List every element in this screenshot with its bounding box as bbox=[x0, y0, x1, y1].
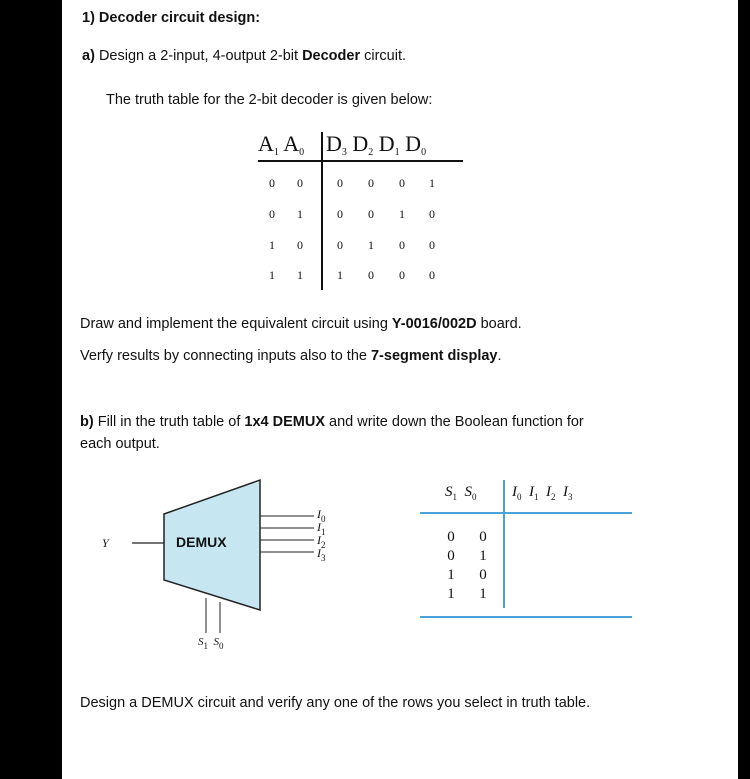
dec-cell: 0 bbox=[337, 207, 343, 221]
part-a-statement bbox=[82, 46, 406, 66]
dec-cell: 0 bbox=[297, 176, 303, 190]
demux-select-headers bbox=[445, 484, 477, 501]
dec-cell: 0 bbox=[368, 268, 374, 282]
header-s0: $S_0$ bbox=[464, 484, 477, 502]
output-label-i3: $I_3$ bbox=[317, 546, 326, 563]
demux-output-labels bbox=[317, 507, 326, 563]
board-name: Y-0016/002D bbox=[391, 316, 477, 332]
decoder-divider bbox=[321, 132, 323, 290]
dec-cell: 1 bbox=[368, 238, 374, 252]
decoder-header-rule bbox=[258, 160, 463, 162]
question-title bbox=[82, 8, 260, 28]
decoder-output-headers bbox=[326, 130, 426, 163]
demux-block-label: DEMUX bbox=[176, 534, 227, 550]
part-a-label: a) bbox=[82, 48, 95, 64]
header-i1: $I_1$ bbox=[529, 484, 539, 502]
demux-cell: 0 bbox=[479, 567, 487, 583]
demux-divider bbox=[503, 480, 505, 608]
demux-cell: 1 bbox=[447, 567, 455, 583]
dec-cell: 0 bbox=[429, 238, 435, 252]
demux-input-label: Y bbox=[102, 536, 109, 550]
truth-table-intro: The truth table for the 2-bit decoder is given below: bbox=[106, 92, 433, 108]
part-a-bold: Decoder bbox=[302, 48, 361, 64]
dec-cell: 0 bbox=[297, 238, 303, 252]
dec-cell: 0 bbox=[429, 268, 435, 282]
dec-cell: 0 bbox=[337, 238, 343, 252]
header-a1: A1 bbox=[258, 131, 279, 158]
part-a-text-end: circuit. bbox=[360, 48, 407, 64]
output-label-i2: $I_2$ bbox=[317, 533, 326, 550]
dec-cell: 1 bbox=[297, 268, 303, 282]
dec-cell: 0 bbox=[399, 176, 405, 190]
demux-cell: 1 bbox=[447, 586, 455, 602]
output-label-i0: $I_0$ bbox=[317, 507, 326, 524]
dec-cell: 0 bbox=[368, 176, 374, 190]
dec-cell: 0 bbox=[337, 176, 343, 190]
demux-cell: 0 bbox=[479, 529, 487, 545]
draw-instruction: Draw and implement the equivalent circuit using Y-0016/002D board. bbox=[80, 316, 522, 332]
demux-diagram bbox=[92, 470, 352, 660]
dec-cell: 0 bbox=[399, 268, 405, 282]
part-a-text: Design a 2-input, 4-output 2-bit bbox=[98, 48, 303, 64]
output-label-i1: $I_1$ bbox=[317, 520, 326, 537]
demux-cell: 1 bbox=[479, 586, 487, 602]
header-d1: D1 bbox=[378, 131, 400, 158]
dec-cell: 0 bbox=[269, 207, 275, 221]
select-label-s0: $S_0$ bbox=[213, 636, 224, 651]
dec-cell: 1 bbox=[269, 238, 275, 252]
dec-cell: 1 bbox=[429, 176, 435, 190]
dec-cell: 0 bbox=[368, 207, 374, 221]
dec-cell: 0 bbox=[399, 238, 405, 252]
demux-header-rule bbox=[420, 512, 632, 514]
final-instruction: Design a DEMUX circuit and verify any one of the rows you select in truth table. bbox=[80, 695, 591, 711]
dec-cell: 1 bbox=[269, 268, 275, 282]
verify-instruction: Verfy results by connecting inputs also to the 7-segment display. bbox=[80, 348, 502, 364]
part-b-statement: b) Fill in the truth table of 1x4 DEMUX and write down the Boolean function for bbox=[80, 414, 584, 430]
display-name: 7-segment display bbox=[370, 348, 498, 364]
header-i2: $I_2$ bbox=[546, 484, 556, 502]
header-d2: D2 bbox=[352, 131, 374, 158]
select-label-s1: $S_1$ bbox=[198, 636, 208, 651]
dec-cell: 1 bbox=[337, 268, 343, 282]
question-title-text: 1) Decoder circuit design: bbox=[82, 10, 261, 26]
header-s1: $S_1$ bbox=[445, 484, 457, 502]
header-d3: D3 bbox=[326, 131, 347, 158]
header-i3: $I_3$ bbox=[563, 484, 573, 502]
dec-cell: 0 bbox=[269, 176, 275, 190]
dec-cell: 0 bbox=[429, 207, 435, 221]
decoder-input-headers bbox=[258, 130, 304, 163]
demux-cell: 0 bbox=[447, 529, 455, 545]
demux-bottom-rule bbox=[420, 616, 632, 618]
dec-cell: 1 bbox=[297, 207, 303, 221]
header-i0: $I_0$ bbox=[512, 484, 522, 502]
document-page bbox=[62, 0, 738, 779]
demux-cell: 1 bbox=[479, 548, 487, 564]
demux-select-labels bbox=[198, 636, 224, 651]
demux-cell: 0 bbox=[447, 548, 455, 564]
part-b-statement-line2: each output. bbox=[80, 436, 160, 452]
demux-name: 1x4 DEMUX bbox=[244, 414, 325, 430]
dec-cell: 1 bbox=[399, 207, 405, 221]
header-d0: D0 bbox=[405, 131, 427, 158]
demux-output-headers bbox=[512, 484, 573, 501]
header-a0: A0 bbox=[283, 131, 305, 158]
part-b-label: b) bbox=[80, 414, 94, 430]
